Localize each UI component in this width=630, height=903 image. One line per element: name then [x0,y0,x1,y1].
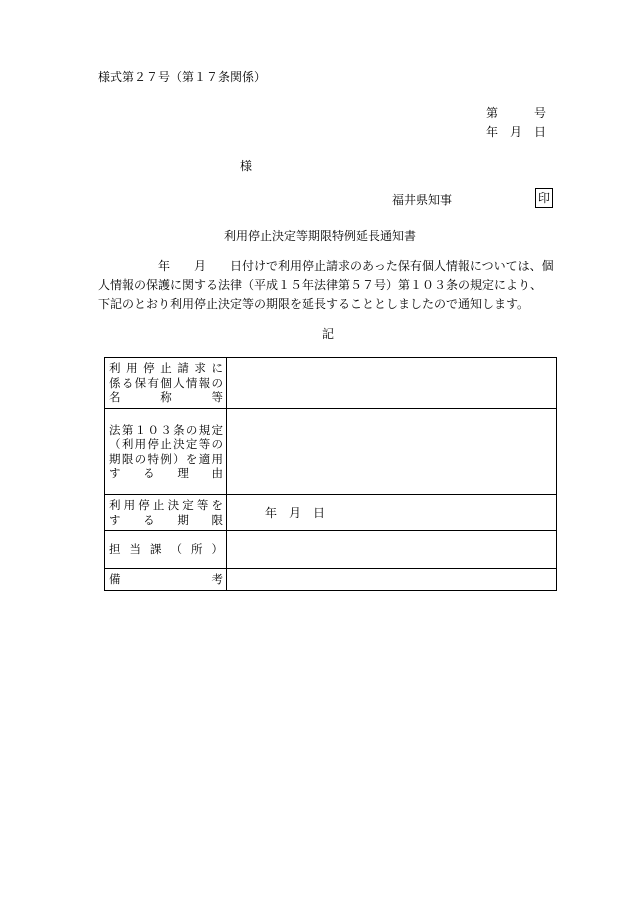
row-label-deadline [105,495,227,531]
label-line: 期 限 の 特 例 ） を 適 用 [109,451,223,466]
table-row [105,409,557,495]
document-number: 第 号 [486,106,547,120]
row-label-department [105,531,227,569]
seal-stamp: 印 [535,188,553,208]
label-line: 備 考 [109,572,223,586]
form-number: 様式第２７号（第１７条関係） [98,70,267,84]
document-title: 利用停止決定等期限特例延長通知書 [224,229,417,243]
label-line: 名 称 等 [109,390,223,405]
label-line: 利 用 停 止 請 求 に [109,361,223,376]
row-label-remarks [105,569,227,591]
label-line: 担 当 課 （ 所 ） [109,542,223,557]
label-line: 係 る 保 有 個 人 情 報 の [109,375,223,390]
row-label-reason [105,409,227,495]
document-date: 年 月 日 [486,125,547,139]
row-value-department [227,531,557,569]
table-row [105,569,557,591]
row-value-reason [227,409,557,495]
body-text: 年 月 日付けで利用停止請求のあった保有個人情報については、個 人情報の保護に関する法律（平成１５年法律第５７号）第１０３条の規定により、 下記のとおり利用停止決定等の期限を延長することとしましたので通知します。 [98,259,554,311]
label-line: 利 用 停 止 決 定 等 を [109,498,223,512]
label-line: す る 理 由 [109,466,223,480]
row-value-deadline: 年 月 日 [227,495,557,531]
ki-heading: 記 [322,327,335,341]
label-line: す る 期 限 [109,512,223,527]
sender-name: 福井県知事 [392,193,453,207]
details-table [104,357,557,591]
label-line: （ 利 用 停 止 決 定 等 の [109,437,223,451]
table-row [105,495,557,531]
label-line: 法 第 １ ０ ３ 条 の 規 定 [109,422,223,437]
addressee: 様 [240,159,253,173]
row-value-name [227,358,557,409]
row-label-name [105,358,227,409]
table-row [105,531,557,569]
row-value-remarks [227,569,557,591]
table-row [105,358,557,409]
